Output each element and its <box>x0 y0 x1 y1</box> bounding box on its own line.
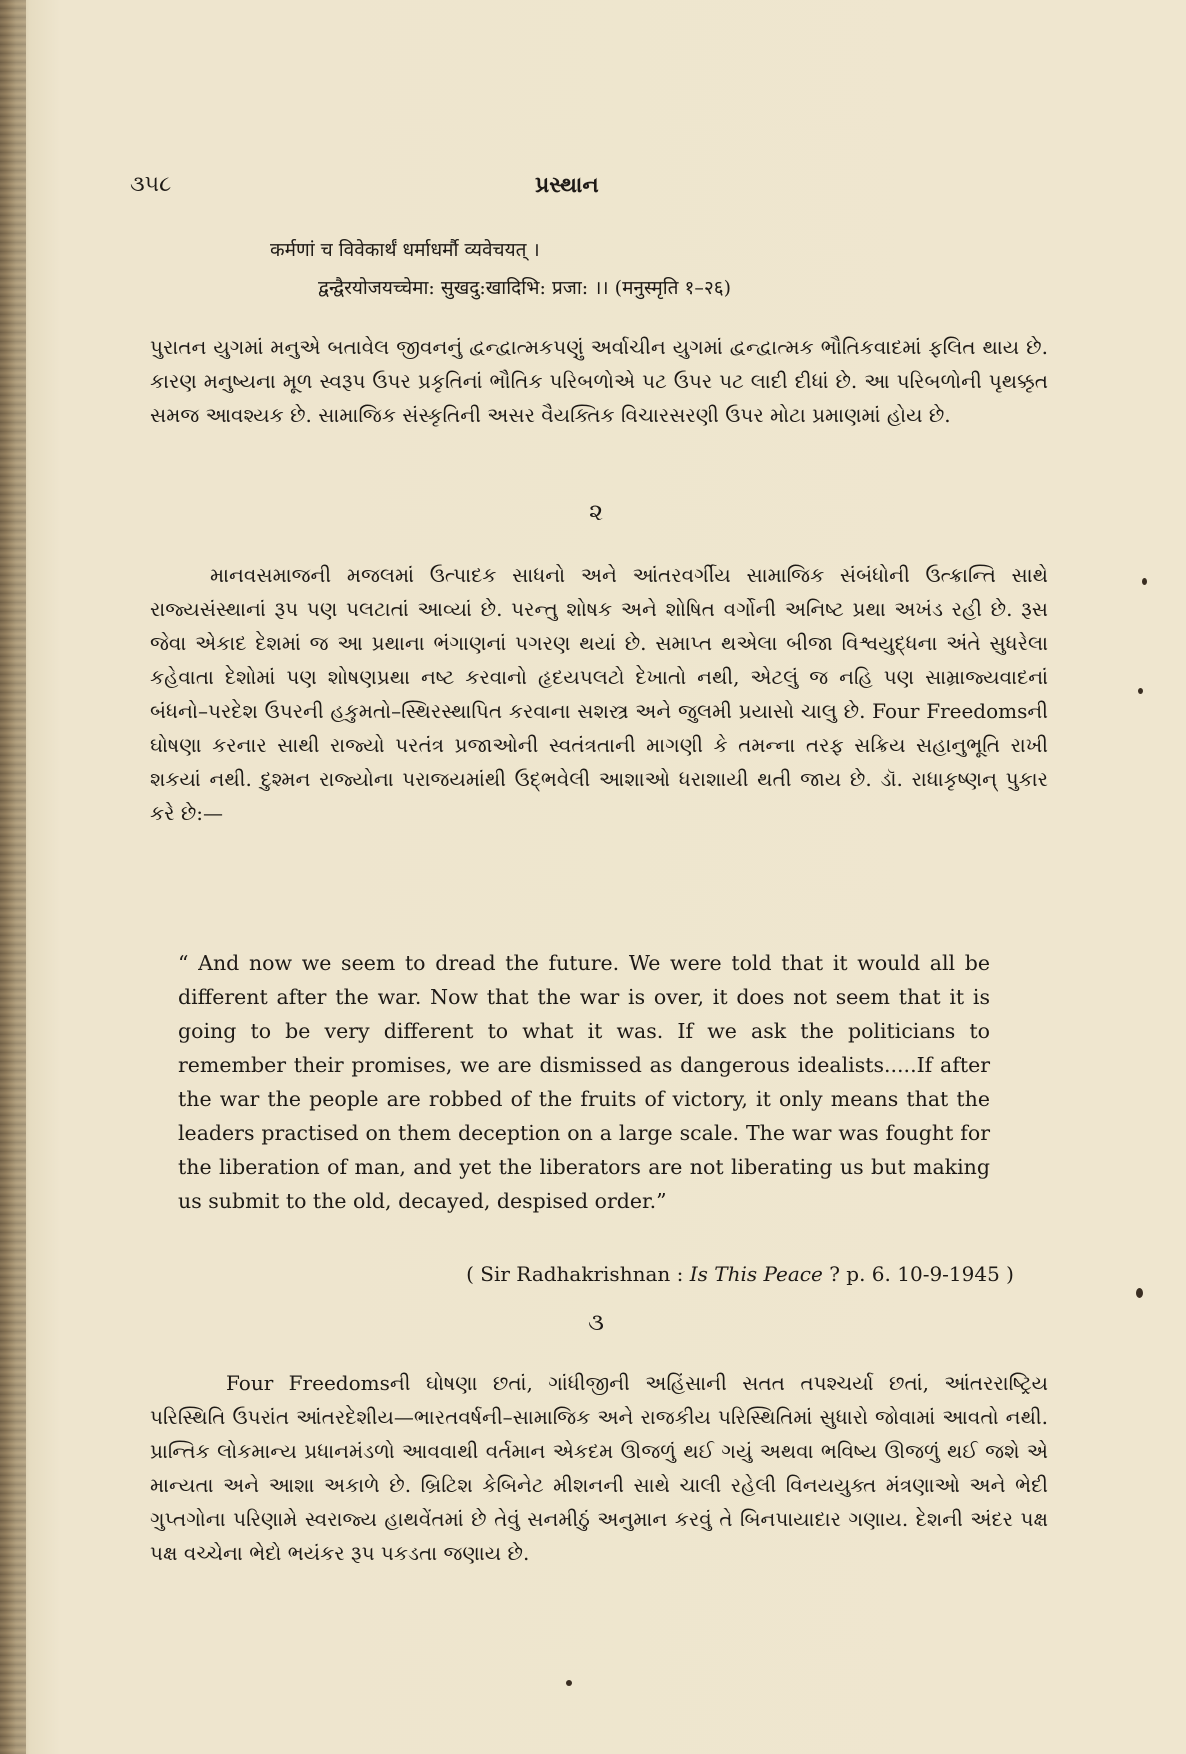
verse-line-1: कर्मणां च विवेकार्थं धर्माधर्मौ व्यवेचयत् । <box>270 239 540 261</box>
citation-open: ( Sir Radhakrishnan : <box>466 1262 690 1286</box>
section-number-3: ૩ <box>588 1308 604 1336</box>
binding-edge <box>0 0 26 1754</box>
ink-speck <box>1138 688 1143 694</box>
quote-citation <box>466 1262 1014 1286</box>
section-number-2: ૨ <box>588 498 604 526</box>
radhakrishnan-quote: “ And now we seem to dread the future. We were told that it would all be different after the war. Now that the war is over, it does not seem that it is going to be very different to what it was. If we ask the politicians to remember their promises, we are dismissed as dangerous idealists.....If after the war the people are robbed of the fruits of victory, it only means that the leaders practised on them deception on a large scale. The war was fought for the liberation of man, and yet the liberators are not liberating us but making us submit to the old, decayed, despised order.” <box>178 951 990 1213</box>
page-header <box>120 172 1040 202</box>
section-2-paragraph: માનવસમાજની મજલમાં ઉત્પાદક સાધનો અને આંતરવર્ગીય સામાજિક સંબંધોની ઉત્ક્રાન્તિ સાથે રાજ્યસંસ્થાનાં રૂપ પણ પલટાતાં આવ્યાં છે. પરન્તુ શોષક અને શોષિત વર્ગોની અનિષ્ટ પ્રથા અખંડ રહી છે. રૂસ જેવા એકાદ દેશમાં જ આ પ્રથાના ભંગાણનાં પગરણ થયાં છે. સમાપ્ત થએલા બીજા વિશ્વયુદ્ધના અંતે સુધરેલા કહેવાતા દેશોમાં પણ શોષણપ્રથા નષ્ટ કરવાનો હૃદયપલટો દેખાતો નથી, એટલું જ નહિ પણ સામ્રાજ્યવાદનાં બંધનો–પરદેશ ઉપરની હકુમતો–સ્થિરસ્થાપિત કરવાના સશસ્ત્ર અને જુલમી પ્રયાસો ચાલુ છે. Four Freedomsની ઘોષણા કરનાર સાથી રાજ્યો પરતંત્ર પ્રજાઓની સ્વતંત્રતાની માગણી કે તમન્ના તરફ સક્રિય સહાનુભૂતિ રાખી શકયાં નથી. દુશ્મન રાજ્યોના પરાજયમાંથી ઉદ્ભવેલી આશાઓ ધરાશાયી થતી જાય છે. ડૉ. રાધાકૃષ્ણન્ પુકાર કરે છે:— <box>150 563 1048 825</box>
ink-speck <box>1136 1288 1143 1298</box>
page-number: ૩૫૮ <box>130 172 172 197</box>
running-title: પ્રસ્થાન <box>535 172 599 198</box>
verse-line-2: द्वन्द्वैरयोजयच्चेमा: सुखदु:खादिभि: प्रजा: ।। (मनुस्मृति १–२६) <box>318 277 732 299</box>
section-3-paragraph: Four Freedomsની ઘોષણા છતાં, ગાંધીજીની અહિંસાની સતત તપશ્ચર્યા છતાં, આંતરરાષ્ટ્રિય પરિસ્થિતિ ઉપરાંત આંતરદેશીય—ભારતવર્ષની–સામાજિક અને રાજકીય પરિસ્થિતિમાં સુધારો જોવામાં આવતો નથી. પ્રાન્તિક લોકમાન્ય પ્રધાનમંડળો આવવાથી વર્તમાન એકદમ ઊજળું થઈ ગયું અથવા ભવિષ્ય ઊજળું થઈ જશે એ માન્યતા અને આશા અકાળે છે. બ્રિટિશ કેબિનેટ મીશનની સાથે ચાલી રહેલી વિનયયુક્ત મંત્રણાઓ અને ભેદી ગુપ્તગોના પરિણામે સ્વરાજ્ય હાથવેંતમાં છે તેવું સનમીઠું અનુમાન કરવું તે બિનપાયાદાર ગણાય. દેશની અંદર પક્ષ પક્ષ વચ્ચેના ભેદો ભયંકર રૂપ પકડતા જણાય છે. <box>150 1371 1048 1565</box>
ink-speck <box>1142 578 1147 585</box>
ink-speck <box>566 1680 572 1686</box>
paragraph-1: પુરાતન યુગમાં મનુએ બતાવેલ જીવનનું દ્વન્દ્વાત્મકપણું અર્વાચીન યુગમાં દ્વન્દ્વાત્મક ભૌતિકવાદમાં ફલિત થાય છે. કારણ મનુષ્યના મૂળ સ્વરૂપ ઉપર પ્રકૃતિનાં ભૌતિક પરિબળોએ પટ ઉપર પટ લાદી દીધાં છે. આ પરિબળોની પૃથક્કૃત સમજ આવશ્યક છે. સામાજિક સંસ્કૃતિની અસર વૈયક્તિક વિચારસરણી ઉપર મોટા પ્રમાણમાં હોય છે. <box>150 335 1048 427</box>
citation-title: Is This Peace <box>689 1262 823 1286</box>
citation-close: ? p. 6. 10-9-1945 ) <box>822 1262 1014 1286</box>
